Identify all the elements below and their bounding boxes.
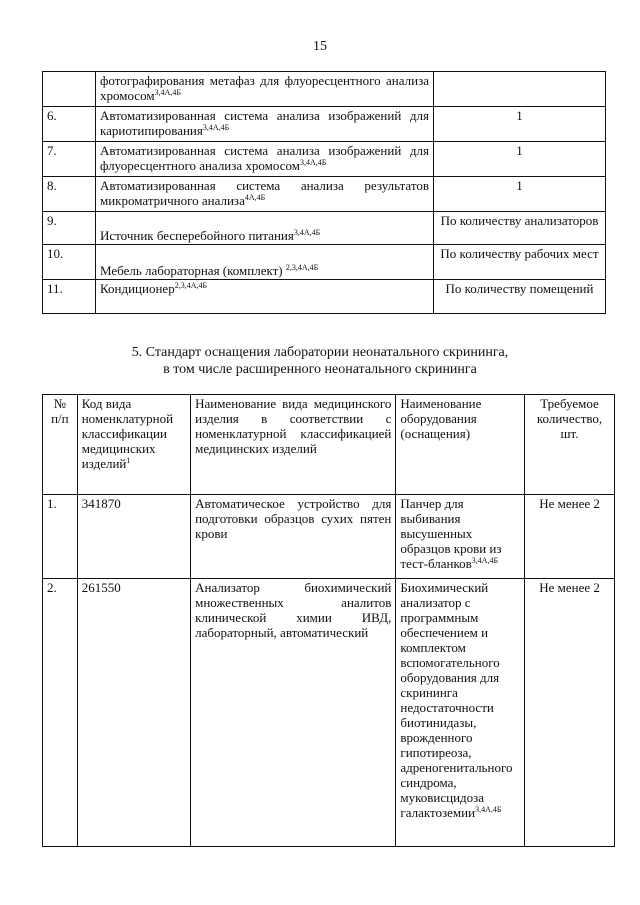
table-row	[43, 142, 606, 177]
table-row	[43, 495, 615, 579]
row-equipment: Биохимический анализатор с программным обеспечением и комплектом вспомогательного оборудования для скрининга недостаточности биотинидазы, врожденного гипотиреоза, адреногенитального синдрома, муковисцидоза галактоземии$^{3,4А,4Б}$	[396, 579, 525, 847]
row-number: 9.	[43, 212, 96, 245]
item-name: Мебель лабораторная (комплект) $^{2,3,4А,4Б}$	[96, 245, 434, 280]
row-number	[43, 72, 96, 107]
table-row	[43, 245, 606, 280]
row-number: 1.	[43, 495, 78, 579]
item-quantity	[434, 72, 606, 107]
section-heading-line-2: в том числе расширенного неонатального скрининга	[163, 362, 477, 377]
row-number: 10.	[43, 245, 96, 280]
item-name: Автоматизированная система анализа изображений для кариотипирования$^{3,4А,4Б}$	[96, 107, 434, 142]
row-code: 261550	[77, 579, 190, 847]
row-equipment: Панчер для выбивания высушенных образцов крови из тест-бланков$^{3,4А,4Б}$	[396, 495, 525, 579]
item-name: Источник бесперебойного питания$^{3,4А,4Б}$	[96, 212, 434, 245]
row-code: 341870	[77, 495, 190, 579]
neonatal-screening-equipment-table	[42, 394, 615, 847]
equipment-table-continued	[42, 71, 606, 314]
row-number: 8.	[43, 177, 96, 212]
table-row	[43, 72, 606, 107]
item-quantity: 1	[434, 177, 606, 212]
item-quantity: По количеству помещений	[434, 280, 606, 314]
row-number: 2.	[43, 579, 78, 847]
section-heading-line-1: 5. Стандарт оснащения лаборатории неонатального скрининга,	[131, 345, 509, 360]
header-number: № п/п	[43, 395, 78, 495]
row-quantity: Не менее 2	[525, 579, 615, 847]
row-number: 11.	[43, 280, 96, 314]
table-header-row	[43, 395, 615, 495]
row-number: 6.	[43, 107, 96, 142]
page-number: 15	[313, 39, 327, 54]
table-row	[43, 579, 615, 847]
table-row	[43, 212, 606, 245]
item-quantity: 1	[434, 142, 606, 177]
table-row	[43, 177, 606, 212]
item-quantity: По количеству рабочих мест	[434, 245, 606, 280]
header-device-kind: Наименование вида медицинского изделия в соответствии с номенклатурной классификацией медицинских изделий	[191, 395, 396, 495]
header-quantity: Требуемое количество, шт.	[525, 395, 615, 495]
section-heading	[0, 344, 640, 378]
row-device-kind: Автоматическое устройство для подготовки образцов сухих пятен крови	[191, 495, 396, 579]
table-row	[43, 280, 606, 314]
header-code: Код вида номенклатурной классификации медицинских изделий$^1$	[77, 395, 190, 495]
row-quantity: Не менее 2	[525, 495, 615, 579]
row-number: 7.	[43, 142, 96, 177]
item-name: фотографирования метафаз для флуоресцентного анализа хромосом$^{3,4А,4Б}$	[96, 72, 434, 107]
item-quantity: По количеству анализаторов	[434, 212, 606, 245]
table-row	[43, 107, 606, 142]
item-name: Автоматизированная система анализа изображений для флуоресцентного анализа хромосом$^{3,4А,4Б}$	[96, 142, 434, 177]
item-quantity: 1	[434, 107, 606, 142]
row-device-kind: Анализатор биохимический множественных аналитов клинической химии ИВД, лабораторный, автоматический	[191, 579, 396, 847]
header-equipment: Наименование оборудования (оснащения)	[396, 395, 525, 495]
item-name: Автоматизированная система анализа результатов микроматричного анализа$^{4А,4Б}$	[96, 177, 434, 212]
item-name: Кондиционер$^{2,3,4А,4Б}$	[96, 280, 434, 314]
